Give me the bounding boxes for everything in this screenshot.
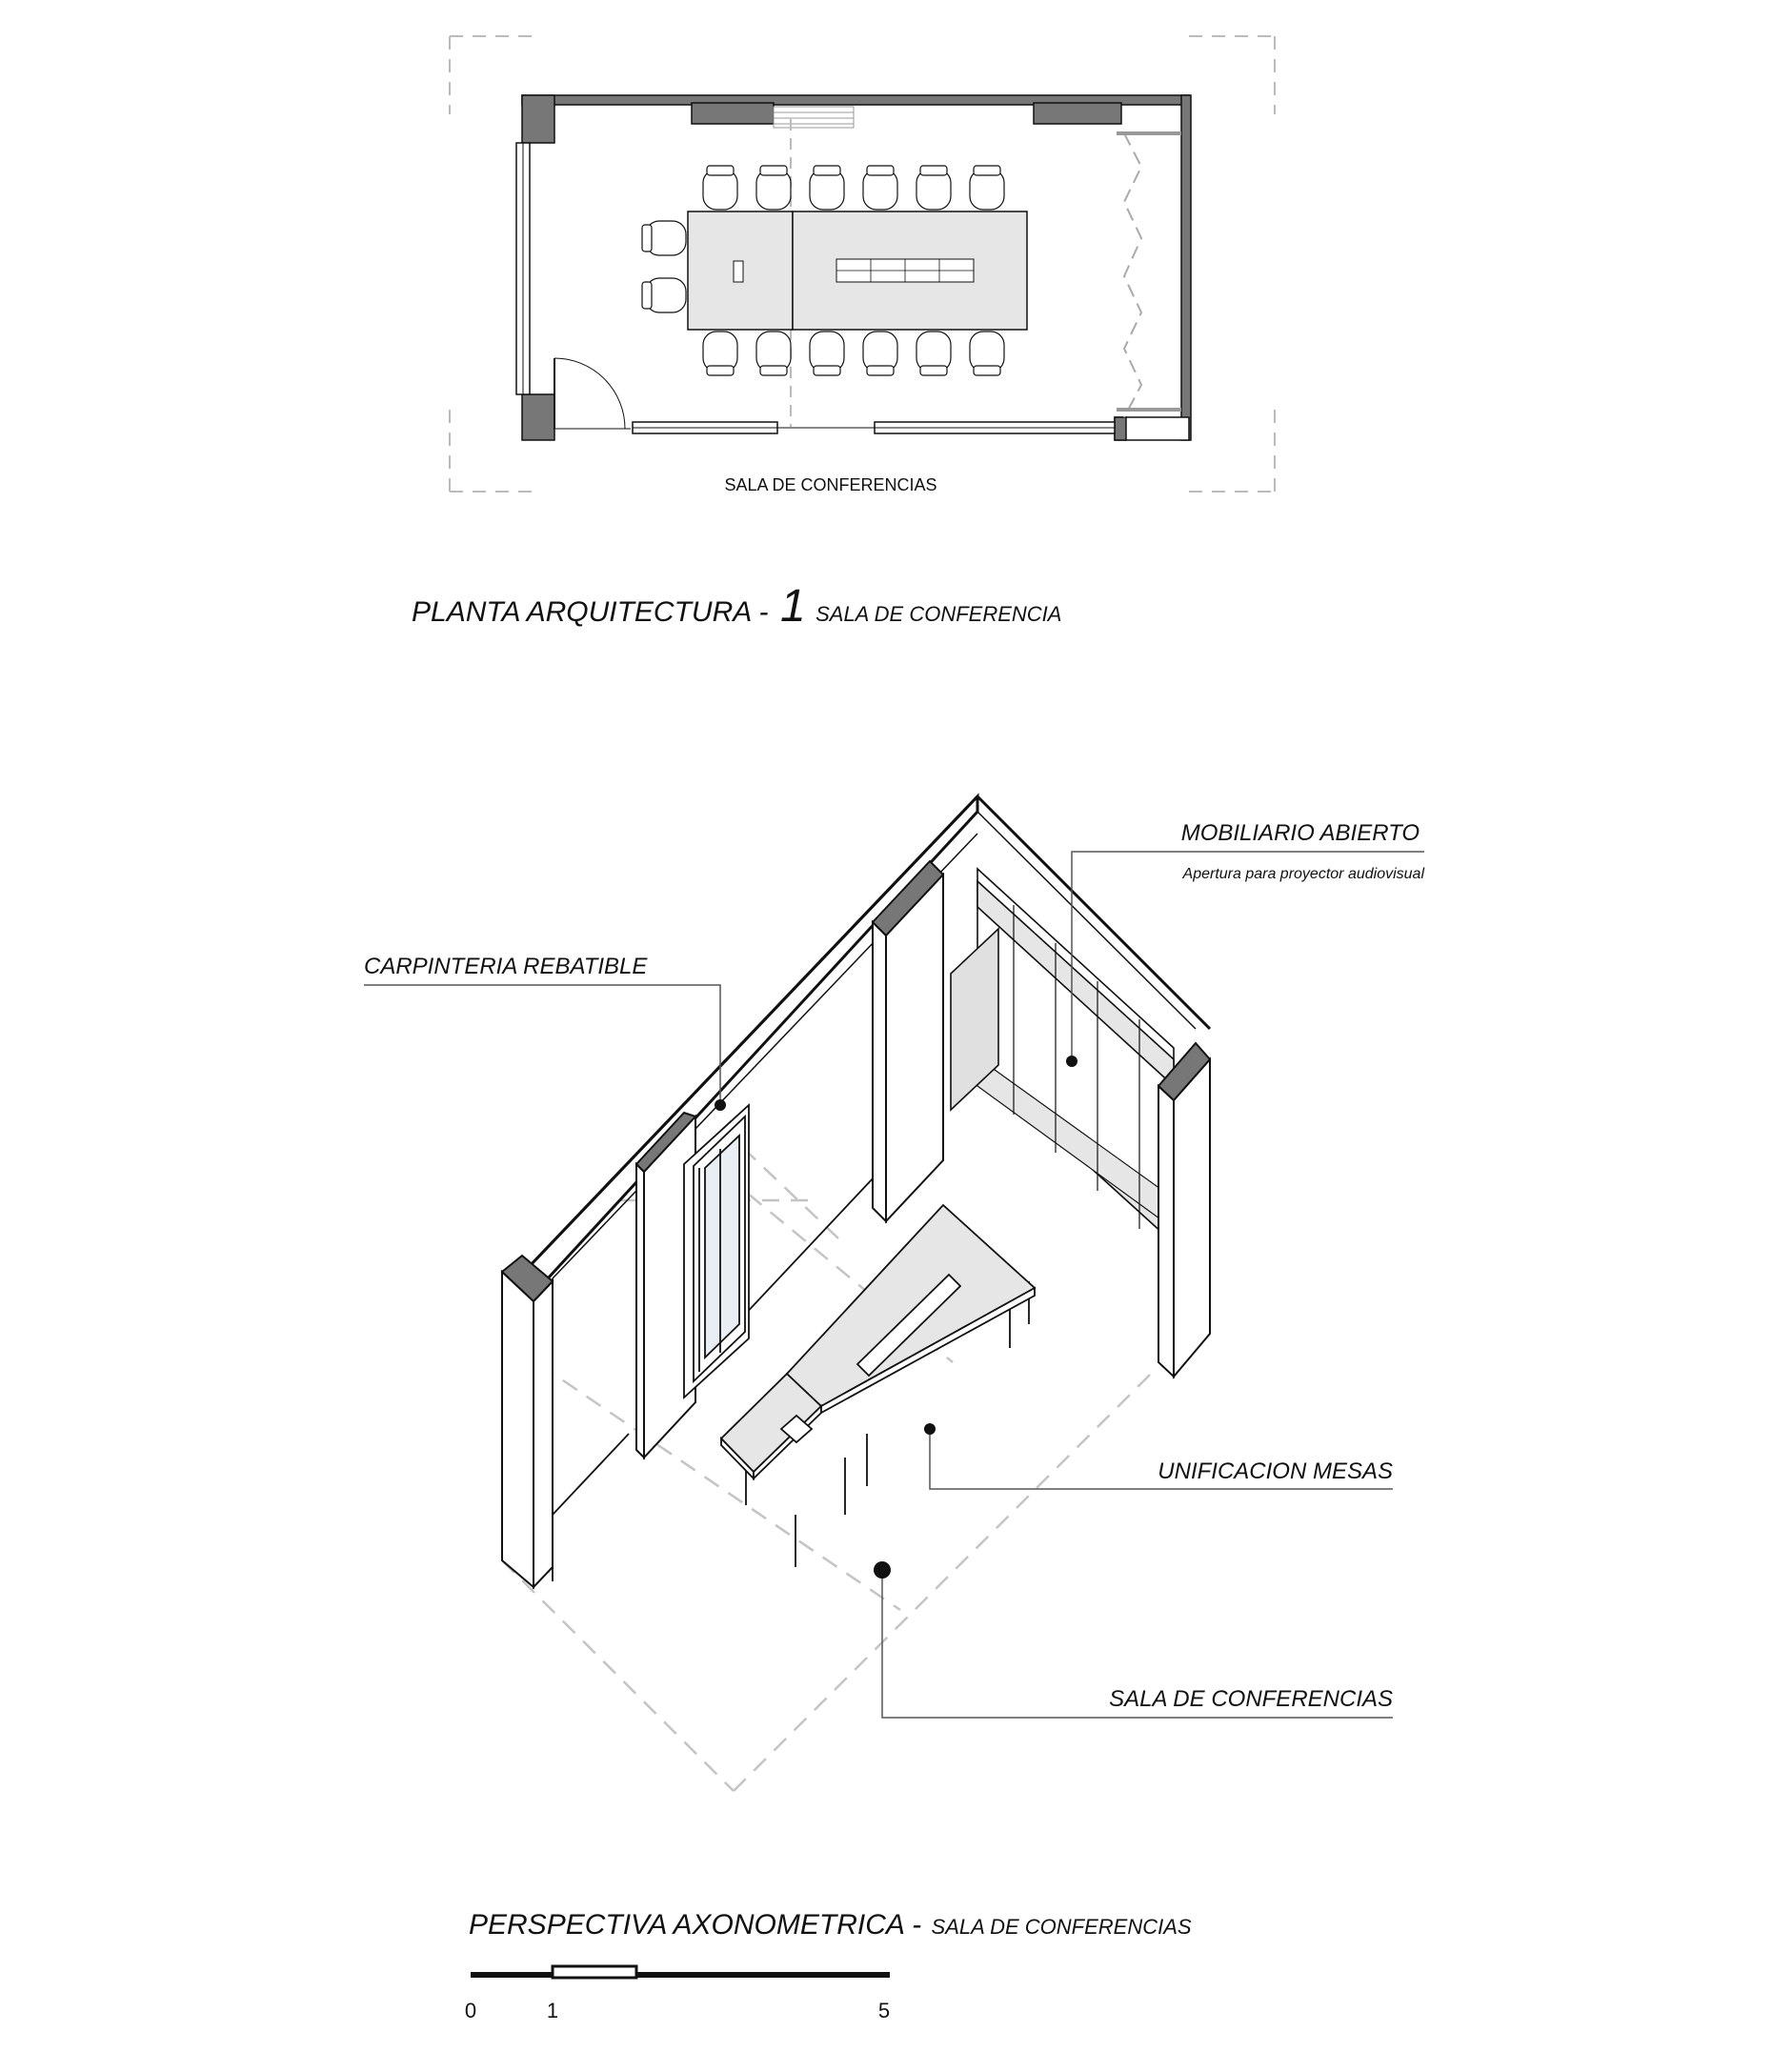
scale-tick-1: 1 bbox=[546, 1999, 559, 2022]
axo-left-panel bbox=[502, 1256, 553, 1587]
label-sala: SALA DE CONFERENCIAS bbox=[1109, 1686, 1393, 1712]
plan-door bbox=[554, 358, 631, 429]
axo-title-main: PERSPECTIVA AXONOMETRICA - bbox=[469, 1909, 922, 1941]
axonometric-view bbox=[364, 796, 1424, 1941]
label-mobiliario: MOBILIARIO ABIERTO bbox=[1180, 820, 1420, 846]
chair bbox=[970, 166, 1004, 210]
chair bbox=[810, 332, 844, 375]
chair bbox=[863, 166, 897, 210]
axo-right-panel bbox=[1158, 1043, 1210, 1377]
plan-title-main: PLANTA ARQUITECTURA - bbox=[412, 596, 769, 628]
scale-tick-5: 5 bbox=[877, 1999, 891, 2022]
label-mobiliario-sub: Apertura para proyector audiovisual bbox=[1182, 866, 1424, 882]
scale-bar bbox=[465, 1966, 890, 2022]
chair bbox=[916, 166, 951, 210]
floor-plan bbox=[412, 36, 1275, 632]
axo-title bbox=[469, 1909, 1192, 1941]
plan-conference-table bbox=[688, 211, 1027, 330]
axo-table bbox=[721, 1205, 1035, 1567]
chair bbox=[970, 332, 1004, 375]
chair bbox=[703, 332, 737, 375]
label-carpinteria: CARPINTERIA REBATIBLE bbox=[364, 954, 648, 979]
plan-folding-door bbox=[1117, 133, 1181, 417]
plan-title bbox=[412, 581, 1061, 632]
chair bbox=[916, 332, 951, 375]
plan-title-number: 1 bbox=[779, 581, 806, 632]
axo-title-sub: SALA DE CONFERENCIAS bbox=[931, 1915, 1192, 1939]
label-unificacion: UNIFICACION MESAS bbox=[1158, 1458, 1393, 1484]
scale-tick-0: 0 bbox=[464, 1999, 477, 2022]
chair bbox=[642, 278, 686, 312]
axo-central-panel bbox=[873, 861, 943, 1221]
chair bbox=[756, 166, 791, 210]
chair bbox=[863, 332, 897, 375]
plan-room-label: SALA DE CONFERENCIAS bbox=[724, 475, 937, 494]
chair bbox=[810, 166, 844, 210]
plan-sliding-panels bbox=[633, 422, 1115, 433]
leader-carpinteria bbox=[364, 985, 720, 1103]
chair bbox=[703, 166, 737, 210]
chair bbox=[756, 332, 791, 375]
plan-title-sub: SALA DE CONFERENCIA bbox=[816, 602, 1062, 626]
axo-shelving-unit bbox=[951, 869, 1174, 1243]
chair bbox=[642, 221, 686, 255]
